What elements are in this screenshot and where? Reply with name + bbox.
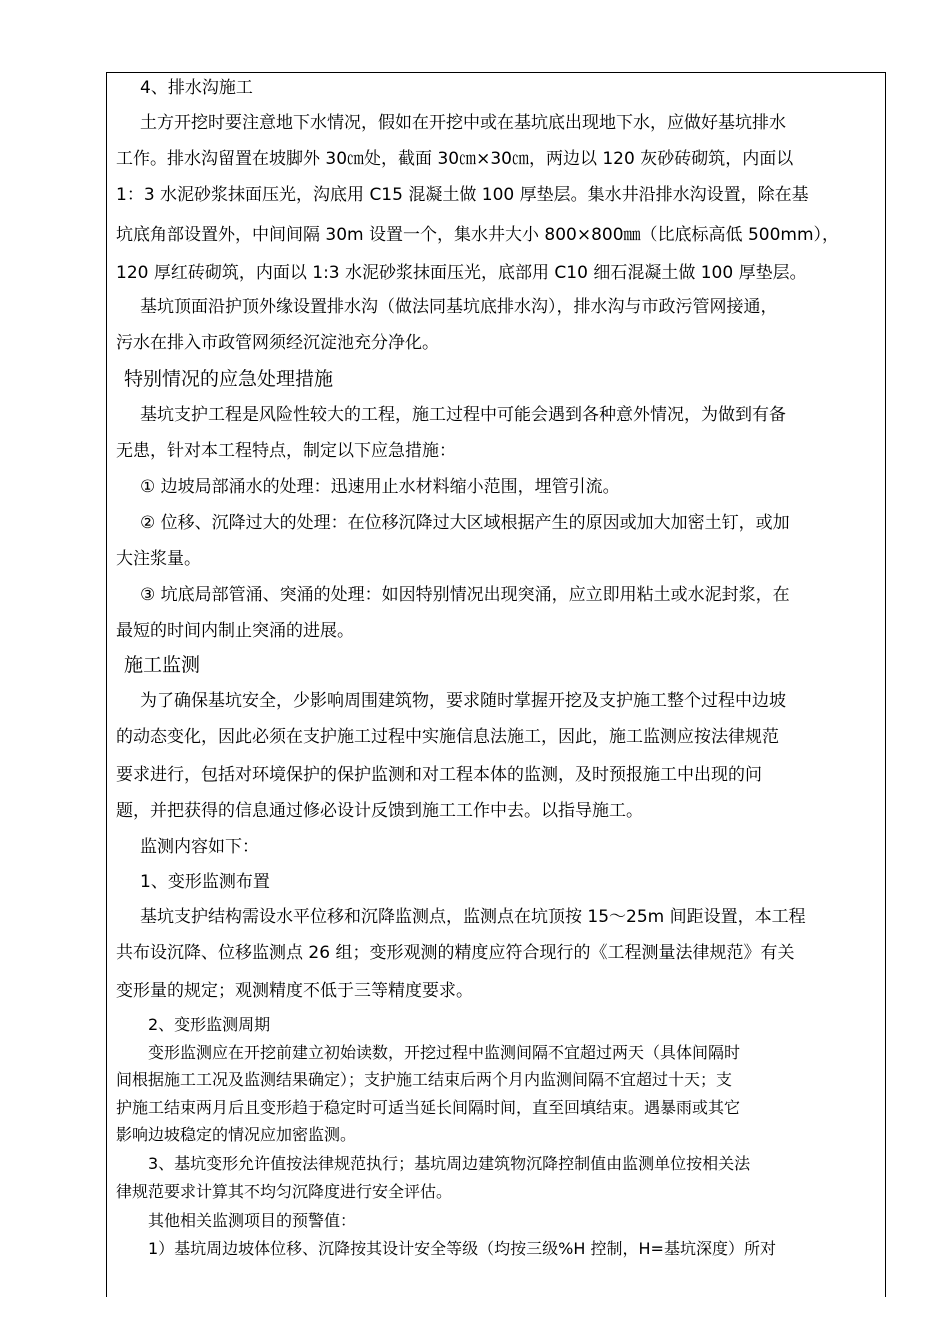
paragraph-line: 120 厚红砖砌筑，内面以 1:3 水泥砂浆抹面压光，底部用 C10 细石混凝土做 100 厚垫层。 xyxy=(116,263,807,283)
paragraph-line: 其他相关监测项目的预警值： xyxy=(148,1211,357,1230)
paragraph-line: 为了确保基坑安全，少影响周围建筑物，要求随时掌握开挖及支护施工整个过程中边坡 xyxy=(140,691,786,711)
paragraph-line: 律规范要求计算其不均匀沉降度进行安全评估。 xyxy=(116,1182,453,1201)
section-heading-monitoring: 施工监测 xyxy=(124,654,201,676)
subsection-title: 2、变形监测周期 xyxy=(148,1015,271,1034)
paragraph-line: 1：3 水泥砂浆抹面压光，沟底用 C15 混凝土做 100 厚垫层。集水井沿排水沟设置，除在基 xyxy=(116,185,809,205)
paragraph-line: 基坑支护工程是风险性较大的工程，施工过程中可能会遇到各种意外情况，为做到有备 xyxy=(140,405,786,425)
paragraph-line: 要求进行，包括对环境保护的保护监测和对工程本体的监测，及时预报施工中出现的问 xyxy=(116,765,762,785)
paragraph-line: 变形监测应在开挖前建立初始读数，开挖过程中监测间隔不宜超过两天（具体间隔时 xyxy=(148,1043,741,1062)
paragraph-line: 题，并把获得的信息通过修必设计反馈到施工工作中去。以指导施工。 xyxy=(116,801,643,821)
paragraph-line: 工作。排水沟留置在坡脚外 30㎝处，截面 30㎝×30㎝，两边以 120 灰砂砖砌筑，内面以 xyxy=(116,149,794,169)
paragraph-line: 3、基坑变形允许值按法律规范执行；基坑周边建筑物沉降控制值由监测单位按相关法 xyxy=(148,1154,751,1173)
paragraph-line: 的动态变化，因此必须在支护施工过程中实施信息法施工，因此，施工监测应按法律规范 xyxy=(116,727,779,747)
paragraph-line: 污水在排入市政管网须经沉淀池充分净化。 xyxy=(116,333,439,353)
list-item: ① 边坡局部涌水的处理：迅速用止水材料缩小范围，埋管引流。 xyxy=(140,477,620,497)
paragraph-line: 坑底角部设置外，中间间隔 30m 设置一个，集水井大小 800×800㎜（比底标高低 500mm）， xyxy=(116,225,840,245)
paragraph-line: 基坑支护结构需设水平位移和沉降监测点，监测点在坑顶按 15～25m 间距设置，本工程 xyxy=(140,907,806,927)
list-item: 1）基坑周边坡体位移、沉降按其设计安全等级（均按三级%H 控制，H=基坑深度）所对 xyxy=(148,1239,776,1258)
list-item: ③ 坑底局部管涌、突涌的处理：如因特别情况出现突涌，应立即用粘土或水泥封浆，在 xyxy=(140,585,790,605)
paragraph-line: 无患，针对本工程特点，制定以下应急措施： xyxy=(116,441,456,461)
subsection-title: 1、变形监测布置 xyxy=(140,872,270,892)
paragraph-line: 间根据施工工况及监测结果确定）；支护施工结束后两个月内监测间隔不宜超过十天；支 xyxy=(116,1070,733,1089)
paragraph-line: 最短的时间内制止突涌的进展。 xyxy=(116,621,354,641)
paragraph-line: 护施工结束两月后且变形趋于稳定时可适当延长间隔时间，直至回填结束。遇暴雨或其它 xyxy=(116,1098,741,1117)
paragraph-line: 基坑顶面沿护顶外缘设置排水沟（做法同基坑底排水沟），排水沟与市政污管网接通， xyxy=(140,297,778,317)
section-title-drainage: 4、排水沟施工 xyxy=(140,78,253,98)
paragraph-line: 大注浆量。 xyxy=(116,549,201,569)
paragraph-line: 共布设沉降、位移监测点 26 组；变形观测的精度应符合现行的《工程测量法律规范》有关 xyxy=(116,943,795,963)
section-heading-emergency: 特别情况的应急处理措施 xyxy=(124,368,334,390)
paragraph-line: 监测内容如下： xyxy=(140,837,259,857)
paragraph-line: 变形量的规定；观测精度不低于三等精度要求。 xyxy=(116,981,473,1001)
paragraph-line: 影响边坡稳定的情况应加密监测。 xyxy=(116,1125,357,1144)
list-item: ② 位移、沉降过大的处理：在位移沉降过大区域根据产生的原因或加大加密土钉，或加 xyxy=(140,513,790,533)
paragraph-line: 土方开挖时要注意地下水情况，假如在开挖中或在基坑底出现地下水，应做好基坑排水 xyxy=(140,113,786,133)
